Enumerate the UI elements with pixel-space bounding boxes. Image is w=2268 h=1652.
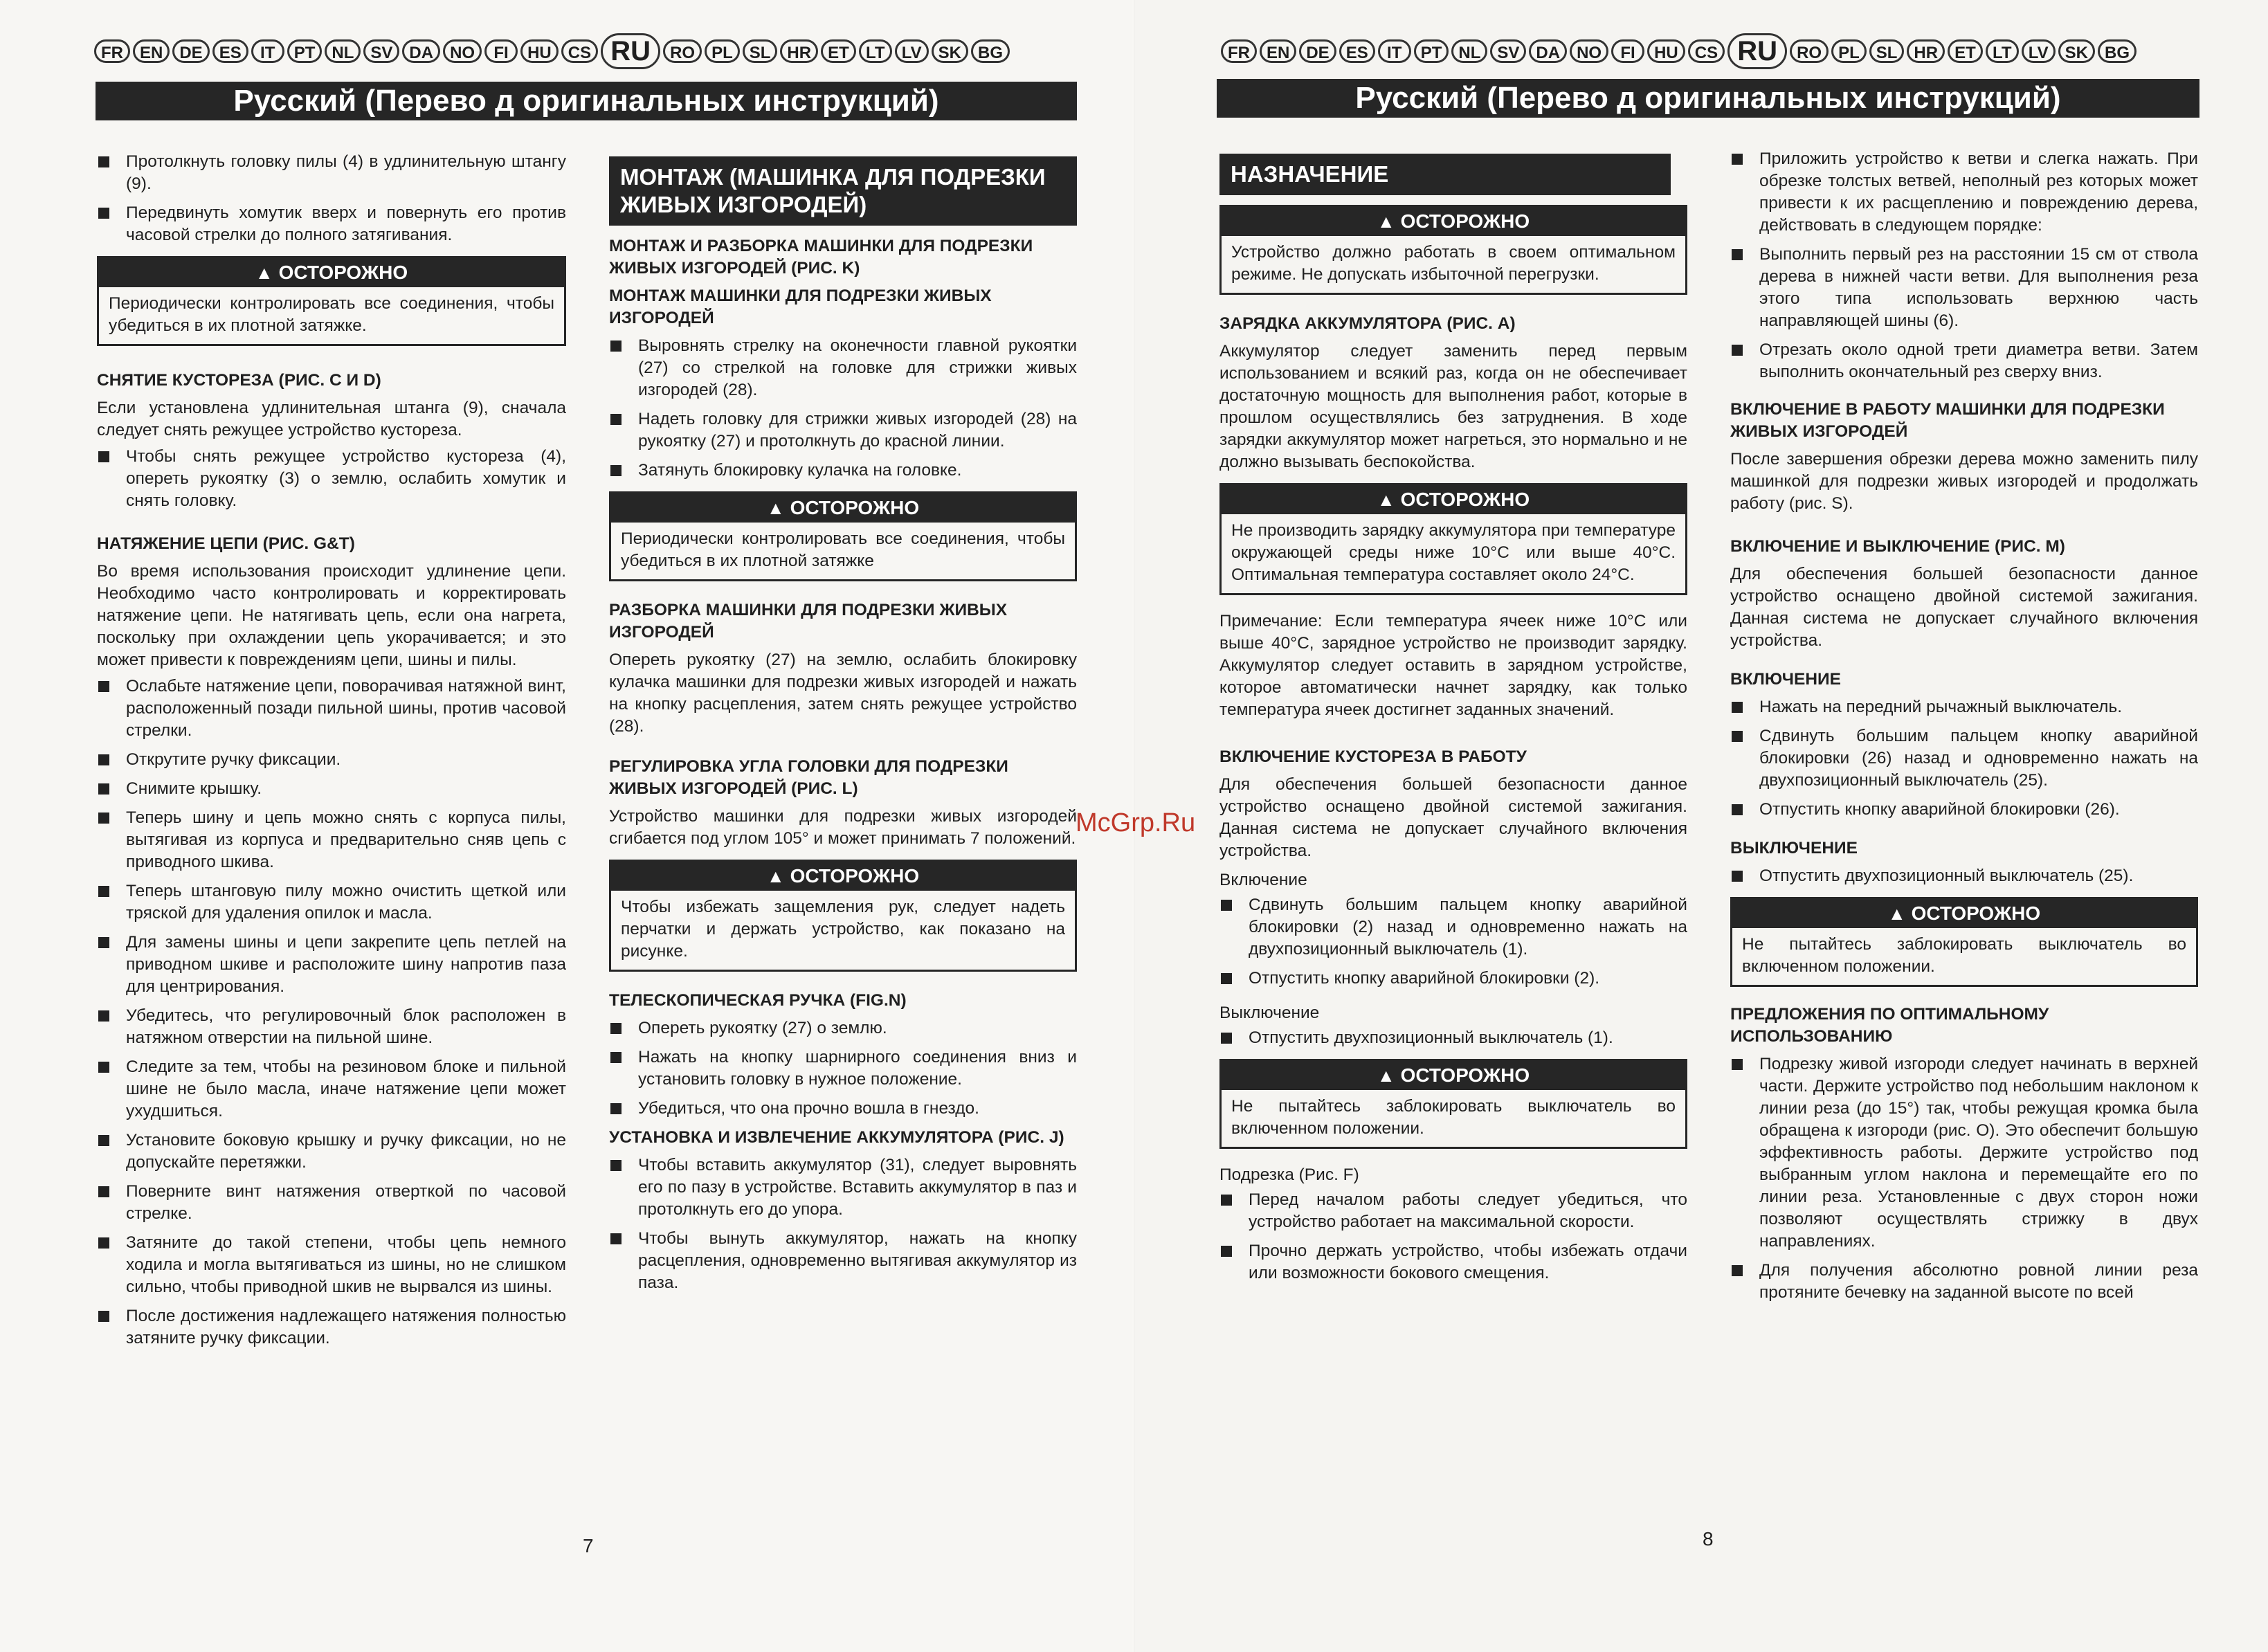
list-item: Затяните до такой степени, чтобы цепь немного ходила и могла вытягиваться из шины, но не слишком сильно, чтобы приводной шкив не вырвался из шины. (97, 1232, 566, 1298)
warning-text: Периодически контролировать все соединения, чтобы убедиться в их плотной затяжке. (109, 294, 554, 335)
optimal-use-list (1730, 1053, 2198, 1304)
list-item: Отпустить кнопку аварийной блокировки (26). (1730, 799, 2198, 821)
list-item: Теперь штанговую пилу можно очистить щеткой или тряской для удаления опилок и масла. (97, 880, 566, 925)
language-badge-bg: BG (2098, 39, 2137, 63)
list-item: Чтобы вынуть аккумулятор, нажать на кнопку расцепления, одновременно вытягивая аккумулятор из паза. (609, 1228, 1077, 1294)
heading: ВКЛЮЧЕНИЕ КУСТОРЕЗА В РАБОТУ (1219, 747, 1527, 766)
language-badge-no: NO (443, 39, 482, 63)
language-badge-fi: FI (484, 39, 518, 63)
language-badge-hr: HR (780, 39, 818, 63)
list-item: После достижения надлежащего натяжения полностью затяните ручку фиксации. (97, 1305, 566, 1350)
section-header-purpose: НАЗНАЧЕНИЕ (1219, 154, 1671, 195)
left-page (0, 0, 1132, 1652)
language-badge-ru: RU (601, 33, 660, 69)
language-badge-pt: PT (1414, 39, 1449, 63)
battery-steps-list (609, 1154, 1077, 1294)
watermark: McGrp.Ru (1076, 808, 1196, 837)
right-column-2 (1730, 148, 2198, 1311)
warning-triangle-icon: ▲ (1887, 903, 1906, 924)
language-badge-ru: RU (1727, 33, 1787, 69)
list-item: Нажать на кнопку шарнирного соединения вниз и установить головку в нужное положение. (609, 1046, 1077, 1091)
subheading: Включение (1219, 871, 1307, 889)
list-item: Опереть рукоятку (27) о землю. (609, 1017, 1077, 1040)
heading: ЗАРЯДКА АККУМУЛЯТОРА (РИС. A) (1219, 314, 1516, 333)
list-item: Отпустить двухпозиционный выключатель (25). (1730, 865, 2198, 887)
language-badge-cs: CS (1688, 39, 1725, 63)
list-item: Для замены шины и цепи закрепите цепь петлей на приводном шкиве и расположите шину напротив паза для центрирования. (97, 932, 566, 998)
right-page (1135, 0, 2268, 1652)
chain-steps-list (97, 675, 566, 1350)
language-badge-hr: HR (1907, 39, 1945, 63)
mount-steps-list (609, 335, 1077, 482)
paragraph: Для обеспечения большей безопасности данное устройство оснащено двойной системой зажигания. Данная система не допускает случайного включения устройства. (1730, 565, 2198, 650)
warning-triangle-icon: ▲ (1377, 1065, 1395, 1086)
list-item: Сдвинуть большим пальцем кнопку аварийной блокировки (26) назад и одновременно нажать на двухпозиционный выключатель (25). (1730, 725, 2198, 792)
warning-triangle-icon: ▲ (1377, 489, 1395, 510)
list-item: Выполнить первый рез на расстоянии 15 см от ствола дерева в нижней части ветви. Для выполнения реза этого типа использовать верхнюю часть направляющей шины (6). (1730, 244, 2198, 332)
language-badge-sl: SL (743, 39, 778, 63)
heading: УСТАНОВКА И ИЗВЛЕЧЕНИЕ АККУМУЛЯТОРА (РИС. J) (609, 1128, 1064, 1147)
language-badge-es: ES (212, 39, 248, 63)
list-item: Теперь шину и цепь можно снять с корпуса пилы, вытягивая из корпуса и предварительно сняв цепь с приводного шкива. (97, 807, 566, 873)
warning-title: ▲ ОСТОРОЖНО (1222, 485, 1685, 514)
paragraph: Если установлена удлинительная штанга (9), сначала следует снять режущее устройство кустореза. (97, 399, 566, 439)
language-badge-lt: LT (859, 39, 892, 63)
list-item: Надеть головку для стрижки живых изгородей (28) на рукоятку (27) и протолкнуть до красной линии. (609, 408, 1077, 453)
heading: ВКЛЮЧЕНИЕ (1730, 670, 1841, 689)
warning-box (1219, 205, 1687, 295)
warning-box (609, 860, 1077, 972)
list-item: Снимите крышку. (97, 778, 566, 800)
heading: ВЫКЛЮЧЕНИЕ (1730, 839, 1858, 857)
language-badge-bg: BG (971, 39, 1010, 63)
language-badge-sv: SV (1490, 39, 1526, 63)
warning-text: Периодически контролировать все соединения, чтобы убедиться в их плотной затяжке (621, 529, 1065, 570)
warning-text: Не пытайтесь заблокировать выключатель во включенном положении. (1742, 935, 2186, 976)
language-badge-de: DE (1299, 39, 1336, 63)
list-item: Выровнять стрелку на оконечности главной рукоятки (27) со стрелкой на головке для стрижки живых изгородей (28). (609, 335, 1077, 401)
language-badge-sk: SK (2058, 39, 2095, 63)
language-badge-fr: FR (1221, 39, 1257, 63)
cutting-list (1219, 1189, 1687, 1285)
list-item: Отрезать около одной трети диаметра ветви. Затем выполнить окончательный рез сверху вниз. (1730, 339, 2198, 383)
warning-triangle-icon: ▲ (766, 498, 785, 518)
language-badge-da: DA (402, 39, 440, 63)
language-badge-hu: HU (1647, 39, 1685, 63)
left-column-2 (609, 156, 1077, 1301)
warning-text: Чтобы избежать защемления рук, следует надеть перчатки и держать устройство, как показано на рисунке. (621, 898, 1065, 961)
warning-box (1219, 483, 1687, 595)
language-badge-en: EN (133, 39, 170, 63)
warning-box (609, 491, 1077, 581)
list-item: Следите за тем, чтобы на резиновом блоке и пильной шине не было масла, иначе натяжение цепи может ухудшиться. (97, 1056, 566, 1123)
switch-off-list (1730, 865, 2198, 887)
list-item: Подрезку живой изгороди следует начинать в верхней части. Держите устройство под небольшим наклоном к линии реза (до 15°) так, чтобы режущая кромка была обращена к изгороди (рис. O). Это обеспечит большую эффективность работы. Держите устройство под выбранным углом наклона и перемещайте его по линии реза. Установленные с двух сторон ножи позволяют осуществлять стрижку в двух направлениях. (1730, 1053, 2198, 1253)
warning-title: ▲ ОСТОРОЖНО (1732, 899, 2196, 928)
list-item: Приложить устройство к ветви и слегка нажать. При обрезке толстых ветвей, неполный рез которых может привести к их расщеплению и повреждению дерева, действовать в следующем порядке: (1730, 148, 2198, 237)
list-item: Передвинуть хомутик вверх и повернуть его против часовой стрелки до полного затягивания. (97, 202, 566, 246)
section-header-assembly: МОНТАЖ (МАШИНКА ДЛЯ ПОДРЕЗКИ ЖИВЫХ ИЗГОРОДЕЙ) (609, 156, 1077, 226)
warning-title: ▲ ОСТОРОЖНО (1222, 1061, 1685, 1090)
page-number-left: 7 (583, 1535, 594, 1556)
language-badge-es: ES (1339, 39, 1375, 63)
list-item: Для получения абсолютно ровной линии реза протяните бечевку на заданной высоте по всей (1730, 1260, 2198, 1304)
list-item: Убедиться, что она прочно вошла в гнездо. (609, 1098, 1077, 1120)
language-badge-pl: PL (1831, 39, 1867, 63)
warning-box (1730, 897, 2198, 987)
list-item: Затянуть блокировку кулачка на головке. (609, 460, 1077, 482)
heading: ТЕЛЕСКОПИЧЕСКАЯ РУЧКА (FIG.N) (609, 991, 907, 1010)
paragraph: Для обеспечения большей безопасности данное устройство оснащено двойной системой зажигания. Данная система не допускает случайного включения устройства. (1219, 775, 1687, 860)
list-item: Чтобы вставить аккумулятор (31), следует выровнять его по пазу в устройстве. Вставить аккумулятор в паз и протолкнуть его до упора. (609, 1154, 1077, 1221)
language-badge-cs: CS (561, 39, 598, 63)
heading: МОНТАЖ МАШИНКИ ДЛЯ ПОДРЕЗКИ ЖИВЫХ ИЗГОРОДЕЙ (609, 287, 992, 327)
language-badge-sv: SV (363, 39, 399, 63)
section-banner-left: Русский (Перево д оригинальных инструкций) (96, 82, 1077, 120)
language-badge-sk: SK (932, 39, 968, 63)
language-badge-fr: FR (94, 39, 130, 63)
heading: ВКЛЮЧЕНИЕ В РАБОТУ МАШИНКИ ДЛЯ ПОДРЕЗКИ ЖИВЫХ ИЗГОРОДЕЙ (1730, 400, 2165, 441)
switch-on-list (1219, 894, 1687, 990)
heading: ВКЛЮЧЕНИЕ И ВЫКЛЮЧЕНИЕ (РИС. M) (1730, 537, 2065, 556)
warning-text: Не пытайтесь заблокировать выключатель во включенном положении. (1231, 1097, 1676, 1138)
warning-text: Не производить зарядку аккумулятора при температуре окружающей среды ниже 10°C или выше 40°C. Оптимальная температура составляет около 24°C. (1231, 521, 1676, 584)
heading-remove-hedge-trimmer: СНЯТИЕ КУСТОРЕЗА (РИС. C И D) (97, 371, 381, 390)
switch-on-list (1730, 696, 2198, 821)
language-badge-pl: PL (705, 39, 740, 63)
warning-box (1219, 1059, 1687, 1149)
language-badge-it: IT (1378, 39, 1411, 63)
language-badge-nl: NL (325, 39, 361, 63)
subheading: Выключение (1219, 1004, 1320, 1022)
language-badge-lt: LT (1986, 39, 2019, 63)
paragraph: Устройство машинки для подрезки живых изгородей сгибается под углом 105° и может принимать 7 положений. (609, 807, 1077, 848)
list-item: Сдвинуть большим пальцем кнопку аварийной блокировки (2) назад и одновременно нажать на двухпозиционный выключатель (1). (1219, 894, 1687, 961)
language-bar-right (1221, 33, 2137, 69)
list-item: Чтобы снять режущее устройство кустореза (4), опереть рукоятку (3) о землю, ослабить хомутик и снять головку. (97, 446, 566, 512)
language-badge-hu: HU (520, 39, 559, 63)
list-item: Поверните винт натяжения отверткой по часовой стрелке. (97, 1181, 566, 1225)
heading: РАЗБОРКА МАШИНКИ ДЛЯ ПОДРЕЗКИ ЖИВЫХ ИЗГОРОДЕЙ (609, 601, 1008, 642)
list-item: Перед началом работы следует убедиться, что устройство работает на максимальной скорости. (1219, 1189, 1687, 1233)
list-item: Прочно держать устройство, чтобы избежать отдачи или возможности бокового смещения. (1219, 1240, 1687, 1285)
list-item: Ослабьте натяжение цепи, поворачивая натяжной винт, расположенный позади пильной шины, против часовой стрелки. (97, 675, 566, 742)
left-column-1 (97, 151, 566, 1356)
warning-title: ▲ ОСТОРОЖНО (1222, 207, 1685, 236)
right-column-1 (1219, 154, 1687, 1291)
language-badge-et: ET (821, 39, 856, 63)
list-item: Убедитесь, что регулировочный блок расположен в натяжном отверстии на пильной шине. (97, 1005, 566, 1049)
warning-triangle-icon: ▲ (1377, 211, 1395, 232)
pruning-list (1730, 148, 2198, 383)
list-item: Открутите ручку фиксации. (97, 749, 566, 771)
language-bar-left (94, 33, 1010, 69)
warning-box (97, 256, 566, 346)
language-badge-et: ET (1948, 39, 1983, 63)
warning-title: ▲ ОСТОРОЖНО (611, 862, 1075, 891)
list-item: Протолкнуть головку пилы (4) в удлинительную штангу (9). (97, 151, 566, 195)
heading: ПРЕДЛОЖЕНИЯ ПО ОПТИМАЛЬНОМУ ИСПОЛЬЗОВАНИЮ (1730, 1005, 2049, 1046)
language-badge-pt: PT (287, 39, 323, 63)
language-badge-ro: RO (1790, 39, 1829, 63)
section-banner-right: Русский (Перево д оригинальных инструкций) (1217, 79, 2199, 118)
heading: РЕГУЛИРОВКА УГЛА ГОЛОВКИ ДЛЯ ПОДРЕЗКИ ЖИВЫХ ИЗГОРОДЕЙ (РИС. L) (609, 757, 1008, 798)
subheading: Подрезка (Рис. F) (1219, 1165, 1359, 1184)
paragraph: Аккумулятор следует заменить перед первым использованием и всякий раз, когда он не обеспечивает достаточную мощность для выполнения работ, которые в прошлом осуществлялись без затруднения. В ходе зарядки аккумулятор может нагреться, это нормально и не должно вызывать беспокойства. (1219, 342, 1687, 471)
list-item: Нажать на передний рычажный выключатель. (1730, 696, 2198, 718)
paragraph: После завершения обрезки дерева можно заменить пилу машинкой для подрезки живых изгородей и продолжать работу (рис. S). (1730, 450, 2198, 513)
language-badge-de: DE (172, 39, 209, 63)
list-item: Отпустить кнопку аварийной блокировки (2). (1219, 968, 1687, 990)
language-badge-it: IT (251, 39, 284, 63)
language-badge-sl: SL (1869, 39, 1905, 63)
language-badge-fi: FI (1611, 39, 1644, 63)
paragraph: Опереть рукоятку (27) на землю, ослабить блокировку кулачка машинки для подрезки живых изгородей и нажать на кнопку расцепления, затем снять режущее устройство (28). (609, 651, 1077, 736)
warning-title: ▲ ОСТОРОЖНО (611, 493, 1075, 523)
language-badge-da: DA (1529, 39, 1567, 63)
language-badge-lv: LV (895, 39, 929, 63)
language-badge-lv: LV (2022, 39, 2056, 63)
language-badge-no: NO (1570, 39, 1608, 63)
language-badge-en: EN (1260, 39, 1296, 63)
warning-triangle-icon: ▲ (255, 262, 273, 283)
paragraph: Примечание: Если температура ячеек ниже 10°C или выше 40°C, зарядное устройство не производит зарядку. Аккумулятор следует оставить в зарядном устройстве, которое автоматически начнет зарядку, как только температура ячеек достигнет заданных значений. (1219, 612, 1687, 719)
warning-title: ▲ ОСТОРОЖНО (99, 258, 564, 287)
language-badge-ro: RO (663, 39, 702, 63)
telescopic-steps-list (609, 1017, 1077, 1120)
paragraph: Во время использования происходит удлинение цепи. Необходимо часто контролировать и корректировать натяжение цепи. Не натягивать цепь, если она нагрета, поскольку при охлаждении цепь укорачивается; и это может привести к повреждениям цепи, шины и пилы. (97, 562, 566, 669)
warning-triangle-icon: ▲ (766, 866, 785, 887)
list-item: Отпустить двухпозиционный выключатель (1). (1219, 1027, 1687, 1049)
page-number-right: 8 (1703, 1528, 1714, 1550)
warning-text: Устройство должно работать в своем оптимальном режиме. Не допускать избыточной перегрузки. (1231, 243, 1676, 284)
language-badge-nl: NL (1451, 39, 1487, 63)
switch-off-list (1219, 1027, 1687, 1049)
list-item: Установите боковую крышку и ручку фиксации, но не допускайте перетяжки. (97, 1129, 566, 1174)
heading: МОНТАЖ И РАЗБОРКА МАШИНКИ ДЛЯ ПОДРЕЗКИ ЖИВЫХ ИЗГОРОДЕЙ (РИС. K) (609, 237, 1033, 278)
heading-chain-tension: НАТЯЖЕНИЕ ЦЕПИ (РИС. G&T) (97, 534, 355, 553)
